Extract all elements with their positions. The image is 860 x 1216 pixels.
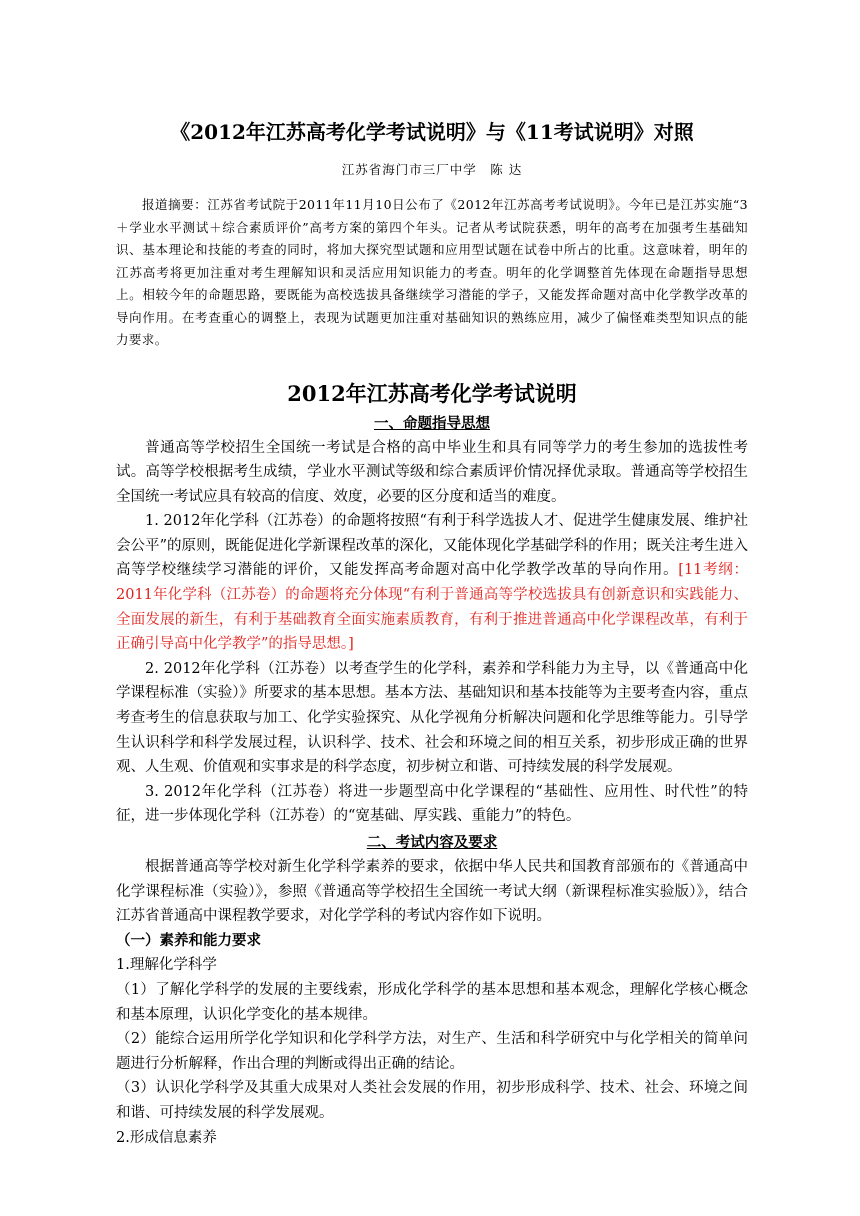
part1-paragraph-2-text: 1. 2012年化学科（江苏卷）的命题将按照“有利于科学选拔人才、促进学生健康发展、维护社会公平”的原则，既能促进化学新课程改革的深化，又能体现化学基础学科的作用；既关注考生进入高等学校继续学习潜能的评价，又能发挥高考命题对高中化学教学改革的导向作用。 xyxy=(116,513,748,579)
part1-paragraph-4: 3. 2012年化学科（江苏卷）将进一步题型高中化学课程的“基础性、应用性、时代性”的特征，进一步体现化学科（江苏卷）的“宽基础、厚实践、重能力”的特色。 xyxy=(116,783,748,825)
part2-item-1-2: （2）能综合运用所学化学知识和化学科学方法，对生产、生活和科学研究中与化学相关的简单问题进行分析解释，作出合理的判断或得出正确的结论。 xyxy=(116,1031,748,1072)
section-title: 2012年江苏高考化学考试说明 xyxy=(287,380,577,406)
author-line: 江苏省海门市三厂中学 陈 达 xyxy=(341,162,523,177)
part1-paragraph-2-note: [11考纲：2011年化学科（江苏卷）的命题将充分体现“有利于普通高等学校选拔具有创新意识和实践能力、全面发展的新生，有利于基础教育全面实施素质教育，有利于推进普通高中化学课程改革，有利于正确引导高中化学教学”的指导思想。] xyxy=(116,562,748,653)
part2-item-1-3: （3）认识化学科学及其重大成果对人类社会发展的作用，初步形成科学、技术、社会、环境之间和谐、可持续发展的科学发展观。 xyxy=(116,1080,748,1121)
document-title: 《2012年江苏高考化学考试说明》与《11考试说明》对照 xyxy=(170,120,694,144)
part1-paragraph-3: 2. 2012年化学科（江苏卷）以考查学生的化学科，素养和学科能力为主导，以《普通高中化学课程标准（实验）》所要求的基本思想。基本方法、基础知识和基本技能等为主要考查内容，重点考查考生的信息获取与加工、化学实验探究、从化学视角分析解决问题和化学思维等能力。引导学生认识科学和科学发展过程，认识科学、技术、社会和环境之间的相互关系，初步形成正确的世界观、人生观、价值观和实事求是的科学态度，初步树立和谐、可持续发展的科学发展观。 xyxy=(116,660,748,776)
part2-subheading-1: （一）素养和能力要求 xyxy=(116,931,261,949)
abstract-paragraph: 报道摘要：江苏省考试院于2011年11月10日公布了《2012年江苏高考考试说明》。今年已是江苏实施“3＋学业水平测试＋综合素质评价”高考方案的第四个年头。记者从考试院获悉，明年的高考在加强考生基础知识、基本理论和技能的考查的同时，将加大探究型试题和应用型试题在试卷中所占的比重。这意味着，明年的江苏高考将更加注重对考生理解知识和灵活应用知识能力的考查。明年的化学调整首先体现在命题指导思想上。相较今年的命题思路，要既能为高校选拔具备继续学习潜能的学子，又能发挥命题对高中化学教学改革的导向作用。在考查重心的调整上，表现为试题更加注重对基础知识的熟练应用，减少了偏怪难类型知识点的能力要求。 xyxy=(116,197,748,347)
part1-paragraph-2 xyxy=(116,509,748,657)
part2-paragraph-1: 根据普通高等学校对新生化学科学素养的要求，依据中华人民共和国教育部颁布的《普通高中化学课程标准（实验）》，参照《普通高等学校招生全国统一考试大纲（新课程标准实验版）》，结合江苏省普通高中课程教学要求，对化学学科的考试内容作如下说明。 xyxy=(116,859,748,925)
part2-item-2: 2.形成信息素养 xyxy=(116,1129,217,1146)
part1-title: 一、命题指导思想 xyxy=(374,414,490,432)
part2-item-1: 1.理解化学科学 xyxy=(116,957,217,974)
part2-title: 二、考试内容及要求 xyxy=(366,834,498,851)
part1-paragraph-1: 普通高等学校招生全国统一考试是合格的高中毕业生和具有同等学力的考生参加的选拔性考试。高等学校根据考生成绩，学业水平测试等级和综合素质评价情况择优录取。普通高等学校招生全国统一考试应具有较高的信度、效度，必要的区分度和适当的难度。 xyxy=(116,439,748,505)
part2-item-1-1: （1）了解化学科学的发展的主要线索，形成化学科学的基本思想和基本观念，理解化学核心概念和基本原理，认识化学变化的基本规律。 xyxy=(116,981,748,1023)
